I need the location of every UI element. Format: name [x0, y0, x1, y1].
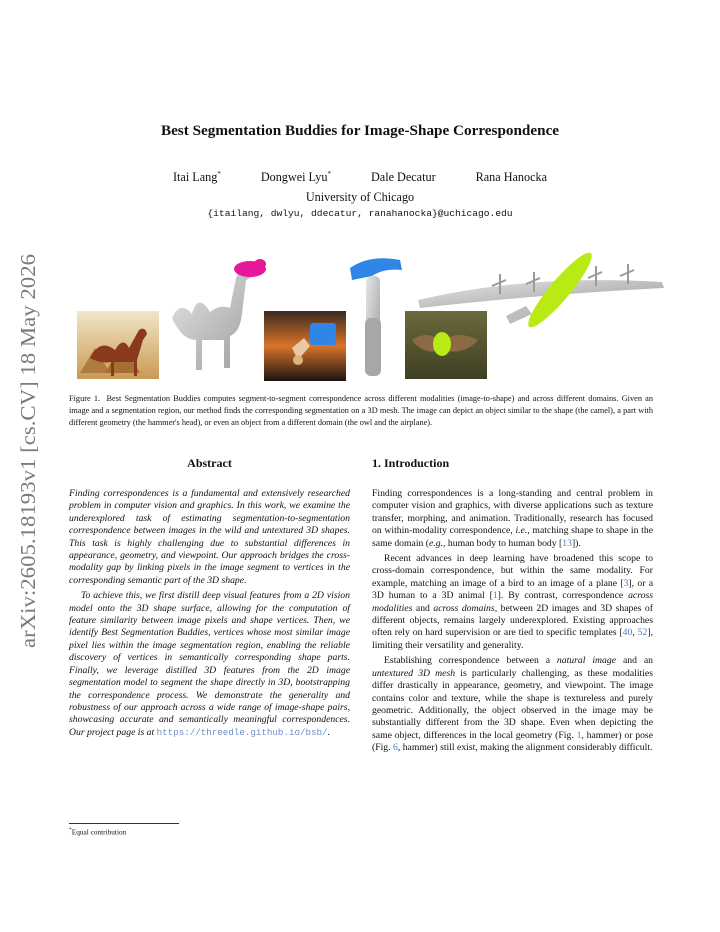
- hammer-shape: [350, 258, 402, 376]
- figure-caption: [69, 393, 653, 428]
- footnote: *Equal contribution: [69, 827, 127, 837]
- teaser-figure: [60, 248, 670, 388]
- intro-paragraph: Establishing correspondence between a natural image and an untextured 3D mesh is particularly challenging, as these modalities differ drastically in appearance, geometry, and viewpoint. The image contains color and texture, while the shape is textureless and purely geometric. Additionally, the object observed in the image may be substantially different from the 3D shape. Even when depicting the same object, differences in the local geometry (Fig. 1, hammer) or pose (Fig. 6, hammer) still exist, making the alignment considerably difficult.: [372, 655, 654, 754]
- intro-paragraph: Recent advances in deep learning have broadened this scope to cross-domain correspondence, but within the same modality. For example, matching an image of a bird to an image of a plane [3], or a 3D human to a 3D animal [1]. By contrast, correspondence across modalities and across domains, between 2D images and 3D shapes of different objects, remains largely underexplored. Existing approaches often rely on hard supervision or are tied to specific templates [40, 52], limiting their versatility and generality.: [372, 553, 654, 651]
- intro-paragraph: Finding correspondences is a long-standing and central problem in computer vision and graphics, with diverse applications such as texture transfer, morphing, and animation. Traditionally, research has focused on within-modality correspondence, i.e., matching shape to shape in the same domain (e.g., human body to human body [13]).: [372, 488, 653, 549]
- arxiv-stamp: [8, 252, 44, 648]
- author: Dale Decatur: [371, 170, 436, 184]
- caption-text: Best Segmentation Buddies computes segment-to-segment correspondence across different modalities (image-to-shape) and across different domains. Given an image and a segmentation region, our method finds the corresponding segmentation on a 3D mesh. The image can depict an object similar to the shape (the camel), a part with different geometry (the hammer's head), or even an object from a different domain (the owl and the airplane).: [69, 394, 653, 427]
- owl-photo: [405, 311, 487, 379]
- citation-link[interactable]: 1: [492, 590, 498, 602]
- introduction-heading: 1. Introduction: [372, 456, 450, 470]
- author: Dongwei Lyu*: [260, 170, 331, 185]
- camel-photo: [77, 311, 159, 379]
- citation-link[interactable]: 3: [623, 577, 629, 589]
- figure-link[interactable]: 6: [393, 742, 398, 754]
- citation-link[interactable]: 52: [637, 627, 648, 639]
- author: Rana Hanocka: [475, 170, 548, 184]
- author: Itai Lang*: [172, 170, 221, 185]
- figure-link[interactable]: 1: [576, 729, 582, 741]
- project-page-link[interactable]: https://threedle.github.io/bsb/: [156, 726, 328, 738]
- arxiv-stamp-text: arXiv:2605.18193v1 [cs.CV] 18 May 2026: [16, 285, 40, 648]
- abstract-paragraph: To achieve this, we first distill deep visual features from a 2D vision model onto the 3D shape surface, allowing for the computation of feature similarity between image pixels and shape vertices. Then, we identify Best Segmentation Buddies, vertices whose most similar image pixel lies within the image segmentation region, enabling the reliable discovery of vertices in semantically corresponding shape parts. Finally, we leverage distilled 3D features from the 2D image segmentation model to segment the shape directly in 3D, bootstrapping the correspondence process. We demonstrate the generality and robustness of our approach across a wide range of image-shape pairs, showcasing accurate and semantically meaningful correspondences. Our project page is at https://threedle.github.io/bsb/.: [69, 590, 350, 738]
- author-list: [0, 170, 720, 185]
- caption-label: Figure 1.: [69, 394, 101, 403]
- abstract-heading: Abstract: [187, 456, 232, 470]
- citation-link[interactable]: 13: [562, 537, 572, 549]
- citation-link[interactable]: 40: [622, 627, 633, 639]
- affiliation: University of Chicago: [305, 190, 415, 204]
- camel-shape: [172, 259, 266, 370]
- author-emails: {itailang, dwlyu, ddecatur, ranahanocka}@uchicago.edu: [207, 208, 513, 219]
- abstract-body: [69, 488, 350, 739]
- introduction-body: [372, 488, 653, 755]
- paper-title: Best Segmentation Buddies for Image-Shape Correspondence: [160, 122, 560, 139]
- hammer-photo: [264, 311, 346, 381]
- footnote-rule: [69, 823, 179, 824]
- abstract-paragraph: Finding correspondences is a fundamental and extensively researched problem in computer vision and graphics. In this work, we examine the underexplored task of estimating segmentation-to-segmentation correspondence between images in the wild and untextured 3D shapes. This task is highly challenging due to substantial differences in appearance, geometry, and viewpoint. Our approach bridges the cross-modality gap by linking pixels in the image segment to vertices in the corresponding semantic part of the 3D shape.: [69, 488, 350, 586]
